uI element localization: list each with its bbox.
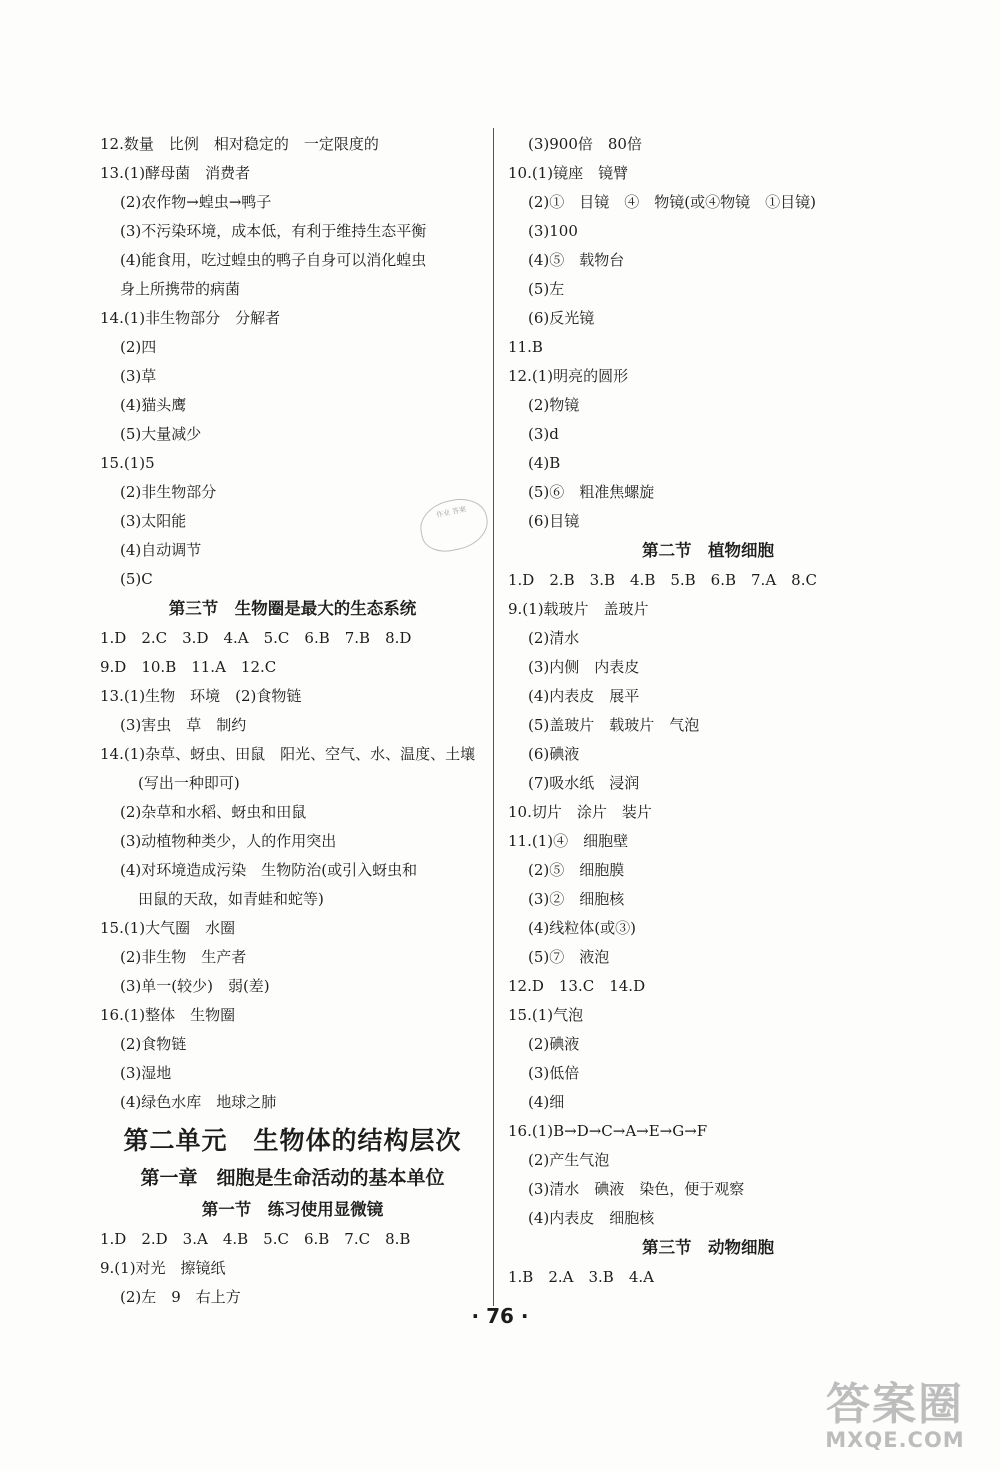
answer-line: 15.(1)5 [100, 454, 155, 472]
answer-line: 10.(1)镜座 镜臂 [508, 164, 629, 182]
watermark-url: MXQE.COM [825, 1428, 965, 1452]
answer-line: (4)能食用，吃过蝗虫的鸭子自身可以消化蝗虫 [120, 251, 427, 269]
answer-line: (2)食物链 [120, 1035, 187, 1053]
answer-line: 身上所携带的病菌 [120, 280, 241, 298]
answer-line: (4)内表皮 展平 [528, 687, 640, 705]
section-heading: 第二节 植物细胞 [642, 541, 774, 560]
column-divider [493, 128, 494, 1306]
answer-line: (6)反光镜 [528, 309, 595, 327]
answer-line: (6)碘液 [528, 745, 580, 763]
answer-line: (写出一种即可) [138, 774, 240, 792]
answer-line: (3)清水 碘液 染色，便于观察 [528, 1180, 745, 1198]
answer-line: (4)细 [528, 1093, 565, 1111]
answer-line: (3)害虫 草 制约 [120, 716, 247, 734]
answer-line: 11.(1)④ 细胞壁 [508, 832, 629, 850]
section-heading: 第三节 动物细胞 [642, 1238, 774, 1257]
answer-line: (4)内表皮 细胞核 [528, 1209, 655, 1227]
answer-line: (4)猫头鹰 [120, 396, 187, 414]
watermark-title: 答案圈 [826, 1379, 964, 1430]
answer-line: (4)自动调节 [120, 541, 202, 559]
answer-line: (2)杂草和水稻、蚜虫和田鼠 [120, 803, 307, 821]
right-column [508, 130, 908, 1292]
answer-line: 11.B [508, 338, 543, 356]
answer-line: (5)左 [528, 280, 565, 298]
answer-line: 1.D 2.C 3.D 4.A 5.C 6.B 7.B 8.D [100, 629, 412, 647]
answer-line: (3)湿地 [120, 1064, 172, 1082]
answer-line: 12.数量 比例 相对稳定的 一定限度的 [100, 135, 379, 153]
section-heading: 第一节 练习使用显微镜 [201, 1200, 384, 1219]
unit-heading: 第二单元 生物体的结构层次 [123, 1126, 462, 1155]
answer-line: (6)目镜 [528, 512, 580, 530]
answer-line: (3)不污染环境，成本低，有利于维持生态平衡 [120, 222, 427, 240]
answer-line: (5)盖玻片 载玻片 气泡 [528, 716, 700, 734]
answer-line: (2)清水 [528, 629, 580, 647]
answer-line: (2)碘液 [528, 1035, 580, 1053]
answer-line: 16.(1)B→D→C→A→E→G→F [508, 1122, 708, 1140]
answer-line: 13.(1)酵母菌 消费者 [100, 164, 251, 182]
answer-line: (2)左 9 右上方 [120, 1288, 241, 1306]
answer-line: 1.B 2.A 3.B 4.A [508, 1268, 654, 1286]
answer-line: (2)四 [120, 338, 157, 356]
answer-line: (2)非生物 生产者 [120, 948, 247, 966]
answer-line: 14.(1)非生物部分 分解者 [100, 309, 281, 327]
answer-line: (2)物镜 [528, 396, 580, 414]
answer-line: (5)⑥ 粗准焦螺旋 [528, 483, 655, 501]
answer-line: 13.(1)生物 环境 (2)食物链 [100, 687, 302, 705]
answer-line: (3)草 [120, 367, 157, 385]
stamp-text: 作业 答案 [435, 505, 467, 520]
answer-line: (3)动植物种类少，人的作用突出 [120, 832, 337, 850]
section-heading: 第三节 生物圈是最大的生态系统 [168, 599, 417, 618]
answer-line: 15.(1)气泡 [508, 1006, 584, 1024]
answer-line: (3)② 细胞核 [528, 890, 625, 908]
answer-line: (4)⑤ 载物台 [528, 251, 625, 269]
answer-line: (2)⑤ 细胞膜 [528, 861, 625, 879]
answer-line: (4)B [528, 454, 561, 472]
answer-line: (2)产生气泡 [528, 1151, 610, 1169]
chapter-heading: 第一章 细胞是生命活动的基本单位 [140, 1167, 445, 1189]
answer-line: 1.D 2.B 3.B 4.B 5.B 6.B 7.A 8.C [508, 571, 817, 589]
left-column [100, 130, 485, 1312]
answer-line: (3)太阳能 [120, 512, 187, 530]
answer-line: 9.D 10.B 11.A 12.C [100, 658, 277, 676]
answer-line: (5)C [120, 570, 153, 588]
answer-line: (3)100 [528, 222, 578, 240]
answer-line: (3)900倍 80倍 [528, 135, 642, 153]
answer-line: (2)非生物部分 [120, 483, 217, 501]
answer-line: 12.(1)明亮的圆形 [508, 367, 629, 385]
answer-line: (3)内侧 内表皮 [528, 658, 640, 676]
answer-line: (4)绿色水库 地球之肺 [120, 1093, 277, 1111]
answer-line: 田鼠的天敌，如青蛙和蛇等) [138, 890, 324, 908]
answer-line: 1.D 2.D 3.A 4.B 5.C 6.B 7.C 8.B [100, 1230, 411, 1248]
answer-line: 9.(1)载玻片 盖玻片 [508, 600, 649, 618]
answer-line: (2)农作物→蝗虫→鸭子 [120, 193, 272, 211]
answer-line: (3)d [528, 425, 559, 443]
answer-line: 9.(1)对光 擦镜纸 [100, 1259, 226, 1277]
page-number: · 76 · [471, 1304, 529, 1328]
answer-line: (4)线粒体(或③) [528, 919, 636, 937]
answer-line: (3)单一(较少) 弱(差) [120, 977, 270, 995]
answer-line: 16.(1)整体 生物圈 [100, 1006, 236, 1024]
answer-line: 10.切片 涂片 装片 [508, 803, 652, 821]
answer-line: 12.D 13.C 14.D [508, 977, 646, 995]
answer-line: 14.(1)杂草、蚜虫、田鼠 阳光、空气、水、温度、土壤 [100, 745, 476, 763]
answer-line: (7)吸水纸 浸润 [528, 774, 640, 792]
watermark [810, 1379, 980, 1452]
answer-line: (3)低倍 [528, 1064, 580, 1082]
answer-line: (5)⑦ 液泡 [528, 948, 610, 966]
answer-line: (4)对环境造成污染 生物防治(或引入蚜虫和 [120, 861, 418, 879]
answer-line: (2)① 目镜 ④ 物镜(或④物镜 ①目镜) [528, 193, 816, 211]
answer-line: (5)大量减少 [120, 425, 202, 443]
answer-line: 15.(1)大气圈 水圈 [100, 919, 236, 937]
